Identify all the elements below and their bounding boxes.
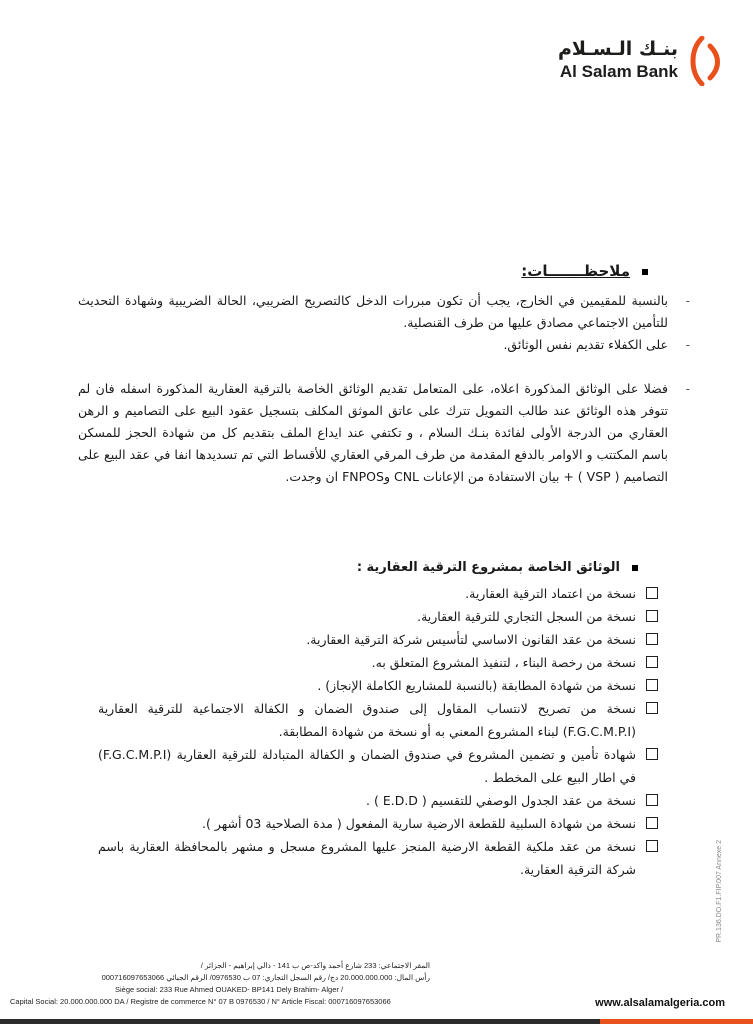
checklist-item: نسخة من عقد القانون الاساسي لتأسيس شركة الترقية العقارية. bbox=[98, 628, 658, 651]
note-item: - على الكفلاء تقديم نفس الوثائق. bbox=[78, 334, 668, 356]
footer-capital-french: Capital Social: 20.000.000.000 DA / Registre de commerce N° 07 B 0976530 / N° Article Fiscal: 000716097653066 bbox=[10, 997, 391, 1006]
footer-bar-dark bbox=[0, 1019, 600, 1024]
checklist-item: نسخة من عقد الجدول الوصفي للتقسيم ( E.D.D ) . bbox=[98, 789, 658, 812]
checklist-item: نسخة من شهادة السلبية للقطعة الارضية سارية المفعول ( مدة الصلاحية 03 أشهر ). bbox=[98, 812, 658, 835]
checkbox-icon bbox=[646, 748, 658, 760]
bullet-square-icon bbox=[632, 565, 638, 571]
documents-checklist bbox=[98, 582, 658, 881]
documents-heading: الوثائق الخاصة بمشروع الترقية العقارية : bbox=[357, 560, 638, 575]
checkbox-icon bbox=[646, 679, 658, 691]
note-item: - بالنسبة للمقيمين في الخارج، يجب أن تكون مبررات الدخل كالتصريح الضريبي، الحالة الضريبية وشهادة التحديث للتأمين الاجتماعي مصادق عليها من طرف القنصلية. bbox=[78, 290, 668, 334]
footer-address-french: Siège social: 233 Rue Ahmed OUAKED- BP141 Dely Brahim- Alger / bbox=[115, 985, 344, 994]
checklist-item: نسخة من شهادة المطابقة (بالنسبة للمشاريع الكاملة الإنجاز) . bbox=[98, 674, 658, 697]
note-item: - فضلا على الوثائق المذكورة اعلاه، على المتعامل تقديم الوثائق الخاصة بالترقية العقارية المذكورة اسفله فان لم تتوفر هذه الوثائق عند طالب التمويل تترك على عاتق الموثق المكلف بتسجيل عقود البيع على التصاميم و الرهن العقاري من الدرجة الأولى لفائدة بنـك السلام ، و تكتفي عند ايداع الملف بتقديم كل من شهادة الحجز للمسكن باسم المكتتب و الاوامر بالدفع المقدمة من طرف المرقي العقاري للأقساط التي تم تسديدها انفا في عقد البيع على التصاميم ( VSP ) + بيان الاستفادة من الإعانات CNL وFNPOS ان وجدت. bbox=[78, 378, 668, 488]
checklist-item: نسخة من رخصة البناء ، لتنفيذ المشروع المتعلق به. bbox=[98, 651, 658, 674]
page-footer bbox=[0, 958, 753, 1024]
checkbox-icon bbox=[646, 587, 658, 599]
bank-name-arabic: بنـك الـسـلام bbox=[557, 38, 678, 60]
bank-name-english: Al Salam Bank bbox=[559, 62, 678, 81]
bullet-square-icon bbox=[642, 269, 648, 275]
checklist-item: شهادة تأمين و تضمين المشروع في صندوق الضمان و الكفالة المتبادلة للترقية العقارية (F.G.C.M.P.I) في اطار البيع على المخطط . bbox=[98, 743, 658, 789]
footer-capital-arabic: رأس المال: 20.000.000.000 دج/ رقم السجل التجاري: 07 ب 0976530/ الرقم الجبائي 000716097653066 bbox=[101, 973, 430, 982]
checklist-item: نسخة من السجل التجاري للترقية العقارية. bbox=[98, 605, 658, 628]
document-reference-code: PR.136.DO.F1.FIP.007 Annexe 2 bbox=[716, 840, 723, 943]
dash-bullet-icon: - bbox=[685, 294, 690, 308]
footer-bar-orange bbox=[600, 1019, 753, 1024]
checkbox-icon bbox=[646, 817, 658, 829]
checklist-item: نسخة من اعتماد الترقية العقارية. bbox=[98, 582, 658, 605]
checkbox-icon bbox=[646, 610, 658, 622]
website-link[interactable]: www.alsalamalgeria.com bbox=[595, 997, 725, 1009]
checklist-item: نسخة من تصريح لانتساب المقاول إلى صندوق الضمان و الكفالة الاجتماعية للترقية العقارية (F.G.C.M.P.I) لبناء المشروع المعني به أو نسخة من شهادة المطابقة. bbox=[98, 697, 658, 743]
footer-address-arabic: المقر الاجتماعي: 233 شارع أحمد واكد-ص ب 141 - دالي إبراهيم - الجزائر / bbox=[200, 961, 430, 970]
checkbox-icon bbox=[646, 633, 658, 645]
checkbox-icon bbox=[646, 702, 658, 714]
dash-bullet-icon: - bbox=[685, 338, 690, 352]
checkbox-icon bbox=[646, 840, 658, 852]
checkbox-icon bbox=[646, 794, 658, 806]
dash-bullet-icon: - bbox=[685, 382, 690, 396]
notes-heading: ملاحظـــــــات: bbox=[521, 262, 648, 280]
checklist-item: نسخة من عقد ملكية القطعة الارضية المنجز عليها المشروع مسجل و مشهر بالمحافظة العقارية باسم شركة الترقية العقارية. bbox=[98, 835, 658, 881]
checkbox-icon bbox=[646, 656, 658, 668]
al-salam-logo-icon bbox=[688, 36, 724, 86]
